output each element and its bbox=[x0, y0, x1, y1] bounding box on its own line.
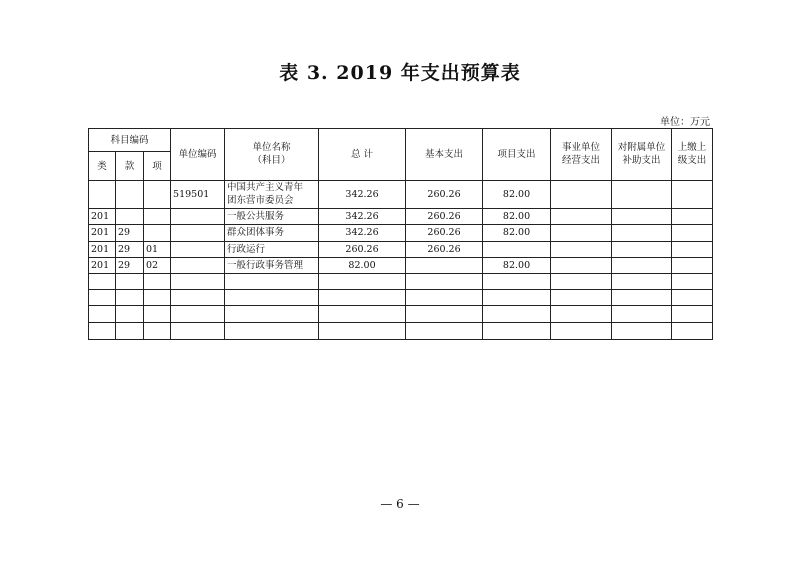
header-subject-code: 科目编码 bbox=[89, 129, 171, 152]
empty-row bbox=[89, 306, 713, 322]
cell-lei: 201 bbox=[89, 225, 116, 241]
header-subsidiary-line1: 对附属单位 bbox=[617, 142, 666, 154]
cell-project: 82.00 bbox=[483, 225, 551, 241]
header-subsidiary-line2: 补助支出 bbox=[622, 155, 661, 167]
cell-subsidiary bbox=[612, 209, 672, 225]
cell-xiang bbox=[144, 225, 171, 241]
cell-total: 342.26 bbox=[319, 180, 406, 208]
cell-total: 342.26 bbox=[319, 209, 406, 225]
cell-subsidiary bbox=[612, 225, 672, 241]
header-total: 总 计 bbox=[319, 129, 406, 181]
cell-unit-code bbox=[171, 241, 225, 257]
cell-unit-name: 一般行政事务管理 bbox=[225, 257, 319, 273]
cell-business bbox=[551, 180, 612, 208]
cell-unit-name-line2: 团东营市委员会 bbox=[227, 195, 294, 207]
cell-unit-name bbox=[225, 180, 319, 208]
cell-basic: 260.26 bbox=[406, 241, 483, 257]
cell-subsidiary bbox=[612, 241, 672, 257]
unit-label: 单位：万元 bbox=[660, 117, 710, 128]
cell-xiang: 01 bbox=[144, 241, 171, 257]
cell-business bbox=[551, 257, 612, 273]
header-business bbox=[551, 129, 612, 181]
header-unit-name-line1: 单位名称 bbox=[252, 142, 291, 154]
cell-unit-name: 行政运行 bbox=[225, 241, 319, 257]
cell-xiang: 02 bbox=[144, 257, 171, 273]
cell-basic: 260.26 bbox=[406, 209, 483, 225]
header-xiang: 项 bbox=[144, 152, 171, 180]
table-row bbox=[89, 225, 713, 241]
cell-unit-code: 519501 bbox=[171, 180, 225, 208]
cell-upper bbox=[672, 241, 713, 257]
empty-row bbox=[89, 273, 713, 289]
cell-project: 82.00 bbox=[483, 257, 551, 273]
cell-unit-name-line1: 中国共产主义青年 bbox=[227, 182, 304, 194]
cell-basic: 260.26 bbox=[406, 225, 483, 241]
page-number: — 6 — bbox=[380, 497, 420, 511]
cell-xiang bbox=[144, 180, 171, 208]
header-upper-line2: 级支出 bbox=[677, 155, 707, 167]
header-basic: 基本支出 bbox=[406, 129, 483, 181]
cell-kuan: 29 bbox=[116, 257, 144, 273]
cell-upper bbox=[672, 180, 713, 208]
empty-row bbox=[89, 290, 713, 306]
table-row bbox=[89, 241, 713, 257]
header-kuan: 款 bbox=[116, 152, 144, 180]
header-business-line2: 经营支出 bbox=[562, 155, 601, 167]
document-title: 表 3. 2019 年支出预算表 bbox=[279, 62, 521, 84]
cell-unit-code bbox=[171, 209, 225, 225]
cell-basic bbox=[406, 257, 483, 273]
cell-total: 260.26 bbox=[319, 241, 406, 257]
cell-xiang bbox=[144, 209, 171, 225]
cell-basic: 260.26 bbox=[406, 180, 483, 208]
cell-project: 82.00 bbox=[483, 180, 551, 208]
header-row-1 bbox=[89, 129, 713, 152]
header-project: 项目支出 bbox=[483, 129, 551, 181]
cell-lei: 201 bbox=[89, 241, 116, 257]
cell-business bbox=[551, 241, 612, 257]
cell-total: 342.26 bbox=[319, 225, 406, 241]
header-lei: 类 bbox=[89, 152, 116, 180]
table-row bbox=[89, 257, 713, 273]
cell-upper bbox=[672, 225, 713, 241]
cell-business bbox=[551, 209, 612, 225]
cell-kuan bbox=[116, 180, 144, 208]
cell-subsidiary bbox=[612, 257, 672, 273]
table-row bbox=[89, 209, 713, 225]
budget-table bbox=[88, 128, 713, 340]
cell-upper bbox=[672, 257, 713, 273]
cell-lei bbox=[89, 180, 116, 208]
header-business-line1: 事业单位 bbox=[562, 142, 601, 154]
header-subsidiary bbox=[612, 129, 672, 181]
cell-lei: 201 bbox=[89, 209, 116, 225]
cell-project: 82.00 bbox=[483, 209, 551, 225]
header-unit-name-line2: （科目） bbox=[252, 155, 291, 167]
cell-business bbox=[551, 225, 612, 241]
cell-unit-name: 一般公共服务 bbox=[225, 209, 319, 225]
header-upper bbox=[672, 129, 713, 181]
cell-unit-code bbox=[171, 257, 225, 273]
empty-row bbox=[89, 322, 713, 339]
cell-kuan bbox=[116, 209, 144, 225]
cell-unit-code bbox=[171, 225, 225, 241]
table-row bbox=[89, 180, 713, 208]
cell-lei: 201 bbox=[89, 257, 116, 273]
header-unit-name bbox=[225, 129, 319, 181]
cell-total: 82.00 bbox=[319, 257, 406, 273]
header-unit-code: 单位编码 bbox=[171, 129, 225, 181]
cell-kuan: 29 bbox=[116, 225, 144, 241]
cell-upper bbox=[672, 209, 713, 225]
header-upper-line1: 上缴上 bbox=[677, 142, 707, 154]
cell-project bbox=[483, 241, 551, 257]
cell-subsidiary bbox=[612, 180, 672, 208]
cell-kuan: 29 bbox=[116, 241, 144, 257]
cell-unit-name: 群众团体事务 bbox=[225, 225, 319, 241]
